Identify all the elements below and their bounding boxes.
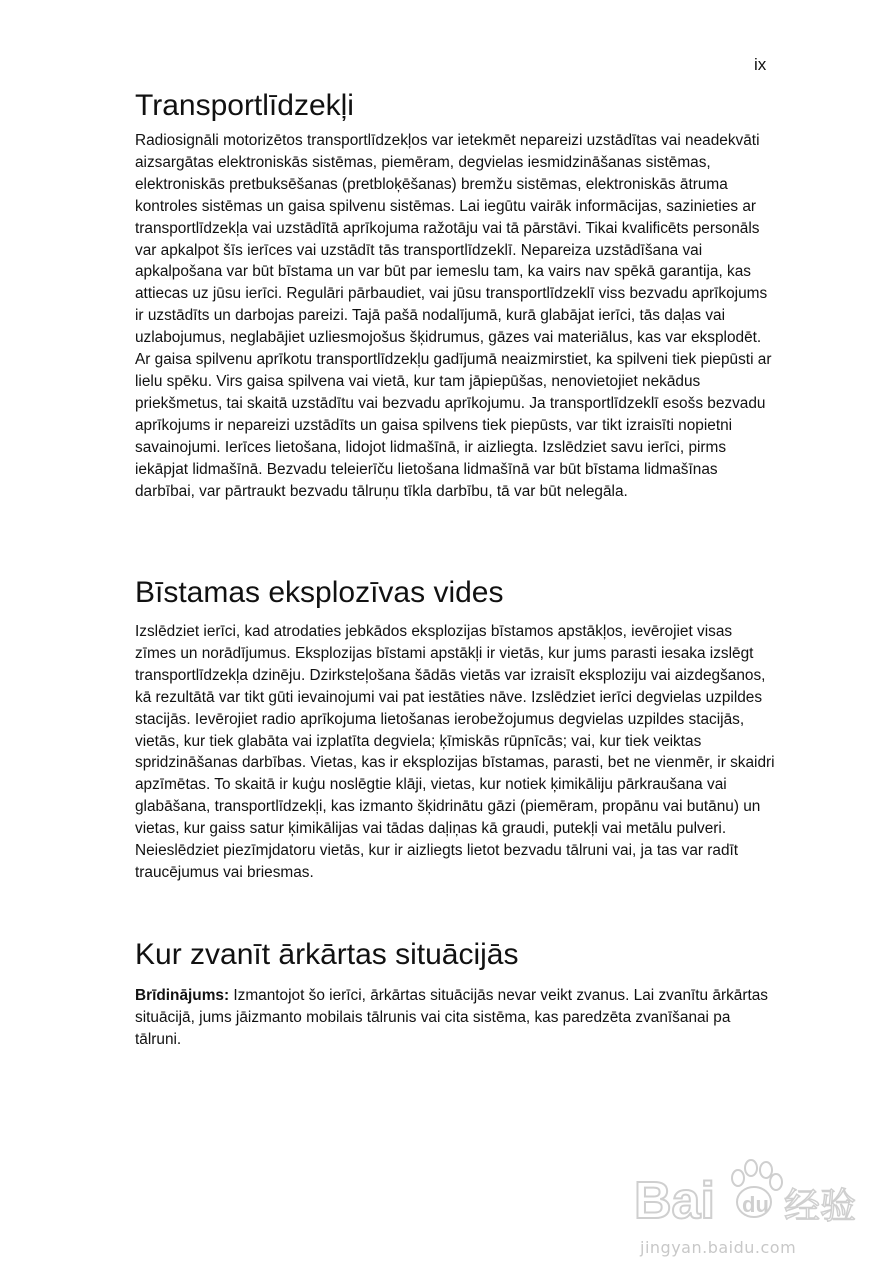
paw-icon [732,1160,782,1217]
watermark-url: jingyan.baidu.com [640,1238,797,1257]
warning-text: Izmantojot šo ierīci, ārkārtas situācijās nevar veikt zvanus. Lai zvanītu ārkārtas situācijā, jums jāizmanto mobilais tālrunis vai cita sistēma, kas paredzēta zvanīšanai pa tālruni. [135,987,768,1048]
section-paragraph [135,985,775,1051]
baidu-jingyan-watermark [628,1148,868,1268]
section-explosive-environments [135,575,775,884]
warning-label: Brīdinājums: [135,987,230,1004]
logo-text-left: Bai [634,1172,715,1230]
section-heading: Bīstamas eksplozīvas vides [135,576,504,609]
svg-text:du: du [742,1192,769,1217]
section-heading: Transportlīdzekļi [135,89,354,122]
baidu-logo-icon [634,1150,864,1240]
section-paragraph: Izslēdziet ierīci, kad atrodaties jebkādos eksplozijas bīstamos apstākļos, ievērojiet visas zīmes un norādījumus. Eksplozijas bīstami apstākļi ir vietās, kur jums parasti iesaka izslēgt transportlīdzekļa dzinēju. Dzirksteļošana šādās vietās var izraisīt eksploziju vai aizdegšanos, kā rezultātā var tikt gūti ievainojumi vai pat iestāties nāve. Izslēdziet ierīci degvielas uzpildes stacijās. Ievērojiet radio aprīkojuma lietošanas ierobežojumus degvielas uzpildes stacijās, vietās, kur tiek glabāta vai izplatīta degviela; ķīmiskās rūpnīcās; vai, kur tiek veiktas spridzināšanas darbības. Vietas, kas ir eksplozijas bīstamas, parasti, bet ne vienmēr, ir skaidri apzīmētas. To skaitā ir kuģu noslēgtie klāji, vietas, kur notiek ķimikāliju pārkraušana vai glabāšana, transportlīdzekļi, kas izmanto šķidrinātu gāzi (piemēram, propānu vai butānu) un vietas, kur gaiss satur ķimikālijas vai tādas daļiņas kā graudi, putekļi vai metālu pulveri. Neieslēdziet piezīmjdatoru vietās, kur ir aizliegts lietot bezvadu tālruni vai, ja tas var radīt traucējumus vai briesmas. [135,623,775,881]
logo-text-right: 经验 [784,1186,857,1227]
section-emergency-calls [135,937,775,1051]
section-heading: Kur zvanīt ārkārtas situācijās [135,938,519,971]
section-paragraph: Radiosignāli motorizētos transportlīdzekļos var ietekmēt nepareizi uzstādītas vai neadekvāti aizsargātas elektroniskās sistēmas, piemēram, degvielas iesmidzināšanas sistēmas, elektroniskās pretbuksēšanas (pretbloķēšanas) bremžu sistēmas, elektroniskās ātruma kontroles sistēmas un gaisa spilvenu sistēmas. Lai iegūtu vairāk informācijas, sazinieties ar transportlīdzekļa vai uzstādītā aprīkojuma ražotāju vai tā pārstāvi. Tikai kvalificēts personāls var apkalpot šīs ierīces vai uzstādīt tās transportlīdzeklī. Nepareiza uzstādīšana vai apkalpošana var būt bīstama un var būt par iemeslu tam, ka vairs nav spēkā garantija, kas attiecas uz jūsu ierīci. Regulāri pārbaudiet, vai jūsu transportlīdzeklī viss bezvadu aprīkojums ir uzstādīts un darbojas pareizi. Tajā pašā nodalījumā, kurā glabājat ierīci, tās daļas vai uzlabojumus, neglabājiet uzliesmojošus šķidrumus, gāzes vai materiālus, kas var eksplodēt. Ar gaisa spilvenu aprīkotu transportlīdzekļu gadījumā neaizmirstiet, ka spilveni tiek piepūsti ar lielu spēku. Virs gaisa spilvena vai vietā, kur tam jāpiepūšas, nenovietojiet nekādus priekšmetus, tai skaitā uzstādītu vai bezvadu aprīkojumu. Ja transportlīdzeklī esošs bezvadu aprīkojums ir nepareizi uzstādīts un gaisa spilvens tiek piepūsts, var tikt izraisīti nopietni savainojumi. Ierīces lietošana, lidojot lidmašīnā, ir aizliegta. Izslēdziet savu ierīci, pirms iekāpjat lidmašīnā. Bezvadu teleierīču lietošana lidmašīnā var būt bīstama lidmašīnas darbībai, var pārtraukt bezvadu tālruņu tīkla darbību, tā var būt nelegāla. [135,132,772,500]
page-number: ix [754,55,767,74]
section-vehicles [135,88,775,502]
